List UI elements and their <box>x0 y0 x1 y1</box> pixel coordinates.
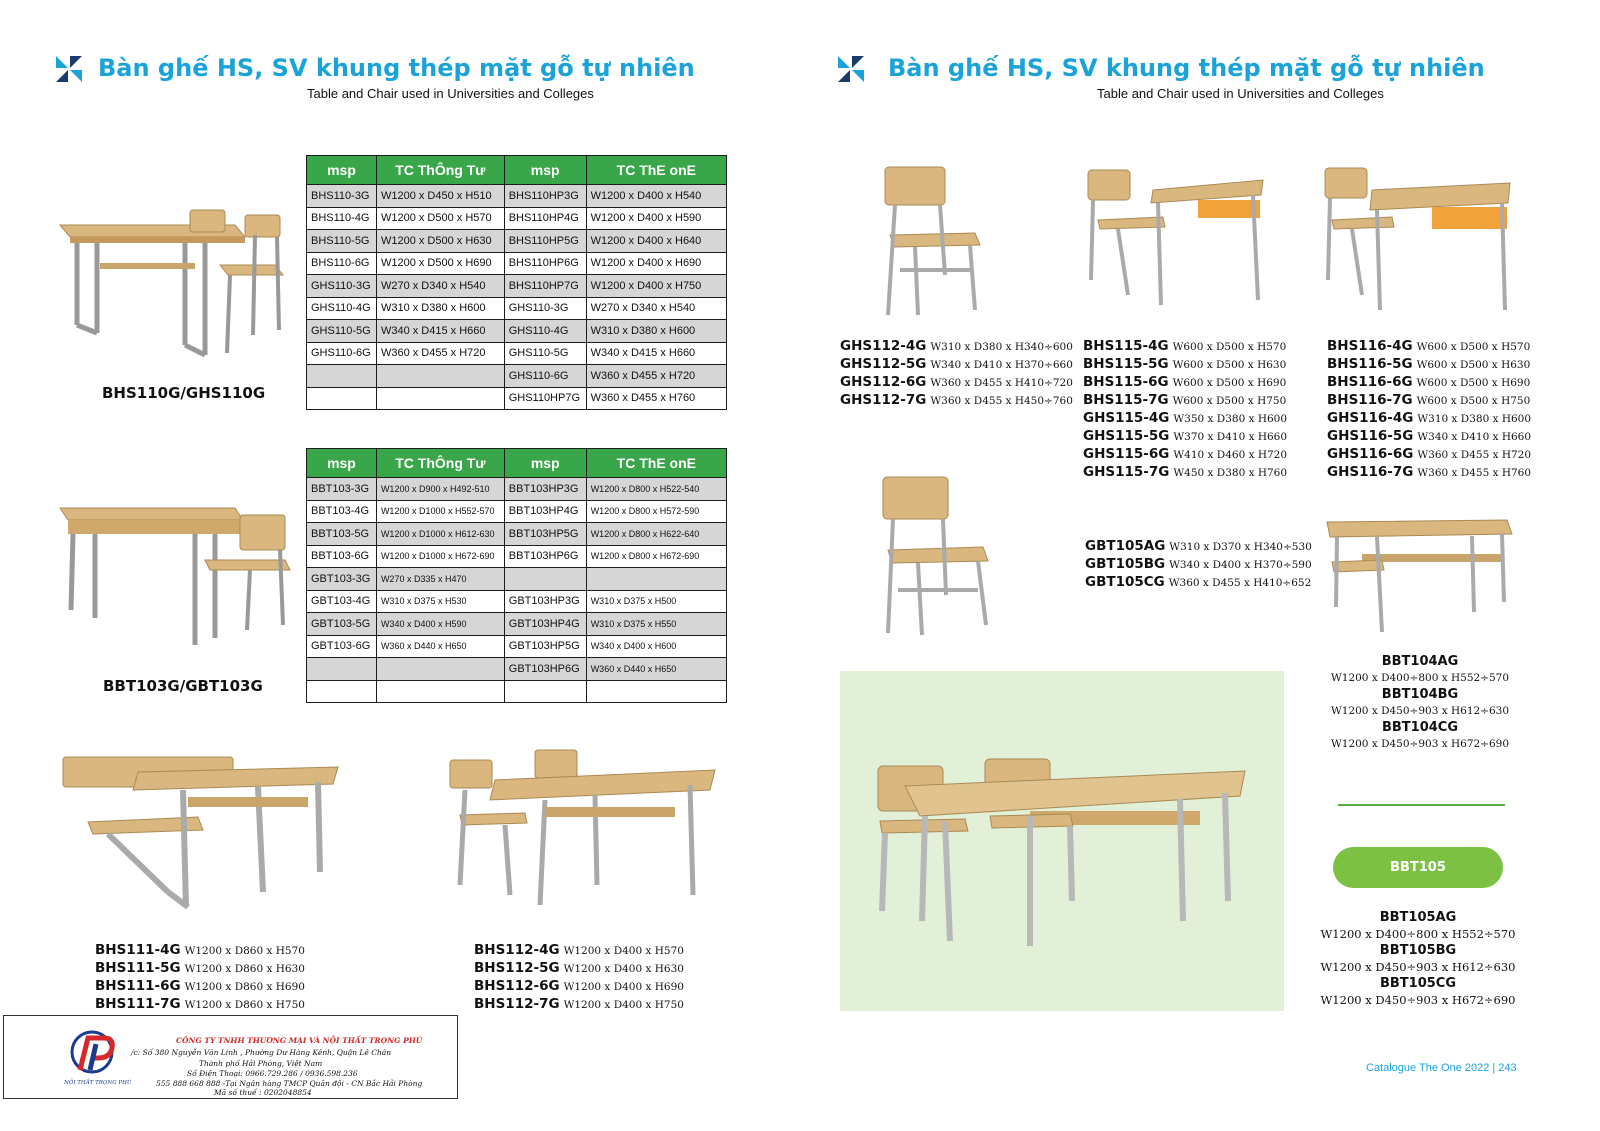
spec-dims: W360 x D455 x H450÷760 <box>930 395 1073 407</box>
page-title-right: Bàn ghế HS, SV khung thép mặt gỗ tự nhiên <box>888 54 1485 82</box>
spec-code: BBT105BG <box>1379 943 1457 958</box>
spec-code: GHS115-5G <box>1083 428 1170 444</box>
dimension-cell: W270 x D335 x H470 <box>376 568 504 591</box>
product-code-cell: BBT103HP4G <box>504 500 586 523</box>
spec-code: GBT105CG <box>1085 574 1165 590</box>
dimension-cell: W1200 x D1000 x H672-690 <box>376 545 504 568</box>
table-row <box>307 478 727 501</box>
dimension-cell: W360 x D440 x H650 <box>376 635 504 658</box>
spec-dims: W310 x D380 x H600 <box>1417 413 1532 425</box>
dimension-cell: W310 x D380 x H600 <box>586 320 726 343</box>
product-code-cell: GBT103HP5G <box>504 635 586 658</box>
gbt105-product-image <box>878 475 998 640</box>
bhs115-product-image <box>1083 165 1268 315</box>
spec-dims: W340 x D400 x H370÷590 <box>1169 559 1312 571</box>
spec-dims: W1200 x D400 x H570 <box>563 945 684 957</box>
spec-code: BHS112-5G <box>474 960 560 976</box>
bhs116-product-image <box>1322 165 1517 320</box>
dimension-cell: W360 x D455 x H720 <box>376 342 504 365</box>
spec-code: GHS116-5G <box>1327 428 1414 444</box>
spec-code: BBT105CG <box>1379 976 1457 991</box>
dimension-cell: W270 x D340 x H540 <box>586 297 726 320</box>
spec-dims: W450 x D380 x H760 <box>1173 467 1288 479</box>
spec-dims: W600 x D500 x H750 <box>1172 395 1287 407</box>
dimension-cell: W1200 x D450 x H510 <box>376 185 504 208</box>
table-row <box>307 658 727 681</box>
spec-dims: W1200 x D450÷903 x H672÷690 <box>1330 738 1510 750</box>
dimension-cell: W360 x D440 x H650 <box>586 658 726 681</box>
table-header: msp <box>307 449 377 478</box>
dimension-cell: W1200 x D800 x H622-640 <box>586 523 726 546</box>
spec-dims: W1200 x D450÷903 x H672÷690 <box>1320 993 1516 1007</box>
product-code-cell: BBT103HP6G <box>504 545 586 568</box>
bhs115-spec-list <box>1083 338 1287 482</box>
product-code-cell: BHS110HP4G <box>504 207 586 230</box>
spec-dims: W1200 x D450÷903 x H612÷630 <box>1330 705 1510 717</box>
spec-dims: W1200 x D400 x H690 <box>563 981 684 993</box>
bhs116-spec-list <box>1327 338 1531 482</box>
product-code-cell: BHS110HP7G <box>504 275 586 298</box>
spec-dims: W340 x D410 x H370÷660 <box>930 359 1073 371</box>
dimension-cell <box>586 568 726 591</box>
company-logo-text: NỘI THẤT TRỌNG PHÚ <box>64 1080 132 1086</box>
bbt105-spec-block <box>1318 910 1518 1009</box>
product-code-cell: BBT103-4G <box>307 500 377 523</box>
company-name: CÔNG TY TNHH THƯƠNG MẠI VÀ NỘI THẤT TRỌNG PHÚ <box>176 1036 423 1045</box>
brand-logo-icon <box>838 56 864 82</box>
company-bank: 555 888 668 888 -Tại Ngân hàng TMCP Quân đội - CN Bắc Hải Phòng <box>156 1079 423 1088</box>
product-code-cell <box>307 658 377 681</box>
product-code-cell: GHS110-5G <box>504 342 586 365</box>
spec-code: BBT104AG <box>1381 654 1459 669</box>
dimension-cell: W1200 x D400 x H540 <box>586 185 726 208</box>
product-code-cell: BHS110HP5G <box>504 230 586 253</box>
table-row <box>307 252 727 275</box>
spec-code: GHS115-7G <box>1083 464 1170 480</box>
product-code-cell: GBT103HP3G <box>504 590 586 613</box>
bhs111-spec-list <box>95 942 305 1014</box>
table-row <box>307 230 727 253</box>
dimension-cell: W360 x D455 x H720 <box>586 365 726 388</box>
company-address-2: Thành phố Hải Phòng, Việt Nam <box>199 1059 323 1068</box>
spec-code: BHS111-6G <box>95 978 181 994</box>
spec-code: GHS115-6G <box>1083 446 1170 462</box>
spec-dims: W1200 x D400 x H630 <box>563 963 684 975</box>
spec-dims: W310 x D380 x H340÷600 <box>930 341 1073 353</box>
table-header: msp <box>504 449 586 478</box>
product-code-cell: GHS110-6G <box>504 365 586 388</box>
bbt104-spec-block <box>1320 654 1520 753</box>
product-code-cell: GBT103HP4G <box>504 613 586 636</box>
spec-code: GHS116-6G <box>1327 446 1414 462</box>
product-code-cell <box>307 365 377 388</box>
spec-dims: W360 x D455 x H410÷720 <box>930 377 1073 389</box>
bbt104-product-image <box>1322 512 1517 637</box>
product-code-cell: GBT103-4G <box>307 590 377 613</box>
table-row <box>307 568 727 591</box>
table-row <box>307 523 727 546</box>
table-row <box>307 613 727 636</box>
dimension-cell: W1200 x D400 x H690 <box>586 252 726 275</box>
spec-code: GHS112-5G <box>840 356 927 372</box>
spec-code: BHS116-7G <box>1327 392 1413 408</box>
table-header: TC ThE onE <box>586 156 726 185</box>
gbt105-spec-list <box>1085 538 1312 592</box>
spec-dims: W1200 x D400÷800 x H552÷570 <box>1330 672 1510 684</box>
page-subtitle-right: Table and Chair used in Universities and Colleges <box>1097 86 1384 101</box>
dimension-cell: W1200 x D400 x H750 <box>586 275 726 298</box>
company-address-1: /c: Số 380 Nguyễn Văn Linh , Phường Dư Hàng Kênh, Quận Lê Chân <box>131 1048 392 1057</box>
product-code-cell: BHS110-6G <box>307 252 377 275</box>
product-code-cell: GHS110-5G <box>307 320 377 343</box>
product-code-cell: BBT103-3G <box>307 478 377 501</box>
spec-dims: W600 x D500 x H570 <box>1416 341 1531 353</box>
product-code-cell: GHS110-3G <box>307 275 377 298</box>
spec-dims: W600 x D500 x H750 <box>1416 395 1531 407</box>
dimension-cell <box>376 365 504 388</box>
dimension-cell: W340 x D400 x H590 <box>376 613 504 636</box>
spec-dims: W410 x D460 x H720 <box>1173 449 1288 461</box>
spec-code: BHS116-5G <box>1327 356 1413 372</box>
ghs112-spec-list <box>840 338 1073 410</box>
company-info-box <box>3 1015 458 1099</box>
dimension-cell <box>376 387 504 410</box>
product-code-cell: GHS110-6G <box>307 342 377 365</box>
bbt105-photo <box>840 671 1284 1011</box>
dimension-cell <box>586 680 726 703</box>
table-row <box>307 590 727 613</box>
dimension-cell: W1200 x D400 x H640 <box>586 230 726 253</box>
spec-code: GHS112-7G <box>840 392 927 408</box>
spec-dims: W310 x D370 x H340÷530 <box>1169 541 1312 553</box>
company-phone: Số Điện Thoại: 0966.729.286 / 0936.598.236 <box>187 1069 358 1078</box>
product-code-cell: GHS110HP7G <box>504 387 586 410</box>
spec-dims: W1200 x D860 x H630 <box>184 963 305 975</box>
spec-dims: W360 x D455 x H760 <box>1417 467 1532 479</box>
spec-dims: W600 x D500 x H690 <box>1172 377 1287 389</box>
spec-code: BHS115-7G <box>1083 392 1169 408</box>
product-code-cell: GHS110-4G <box>504 320 586 343</box>
table-row <box>307 500 727 523</box>
product-code-cell: BHS110HP6G <box>504 252 586 275</box>
spec-code: BHS116-6G <box>1327 374 1413 390</box>
dimension-cell: W1200 x D900 x H492-510 <box>376 478 504 501</box>
product-code-cell: BBT103-5G <box>307 523 377 546</box>
dimension-cell: W1200 x D400 x H590 <box>586 207 726 230</box>
product-code-cell: BHS110HP3G <box>504 185 586 208</box>
product-code-cell <box>504 568 586 591</box>
dimension-cell <box>376 680 504 703</box>
spec-code: BHS115-6G <box>1083 374 1169 390</box>
table2-caption: BBT103G/GBT103G <box>103 677 263 695</box>
dimension-cell: W340 x D415 x H660 <box>376 320 504 343</box>
spec-code: BHS111-4G <box>95 942 181 958</box>
dimension-cell: W310 x D375 x H530 <box>376 590 504 613</box>
spec-code: BHS112-4G <box>474 942 560 958</box>
table-row <box>307 275 727 298</box>
spec-code: GBT105AG <box>1085 538 1166 554</box>
spec-dims: W600 x D500 x H570 <box>1172 341 1287 353</box>
spec-dims: W1200 x D860 x H690 <box>184 981 305 993</box>
spec-dims: W1200 x D400 x H750 <box>563 999 684 1011</box>
product-code-cell: GBT103HP6G <box>504 658 586 681</box>
product-code-cell: BBT103HP5G <box>504 523 586 546</box>
spec-code: BHS116-4G <box>1327 338 1413 354</box>
spec-table-bbt103 <box>306 448 727 703</box>
page-footer: Catalogue The One 2022 | 243 <box>1366 1062 1517 1074</box>
dimension-cell: W310 x D375 x H550 <box>586 613 726 636</box>
dimension-cell: W310 x D380 x H600 <box>376 297 504 320</box>
bbt103-product-image <box>55 500 295 655</box>
page-subtitle-left: Table and Chair used in Universities and Colleges <box>307 86 594 101</box>
spec-code: BHS112-7G <box>474 996 560 1012</box>
dimension-cell: W1200 x D500 x H630 <box>376 230 504 253</box>
spec-code: BHS111-7G <box>95 996 181 1012</box>
spec-dims: W370 x D410 x H660 <box>1173 431 1288 443</box>
section-divider <box>1338 804 1505 806</box>
dimension-cell: W1200 x D1000 x H612-630 <box>376 523 504 546</box>
spec-dims: W600 x D500 x H690 <box>1416 377 1531 389</box>
spec-dims: W1200 x D860 x H750 <box>184 999 305 1011</box>
spec-dims: W1200 x D450÷903 x H612÷630 <box>1320 960 1516 974</box>
bhs110-product-image <box>55 205 295 365</box>
table-header: msp <box>307 156 377 185</box>
dimension-cell: W340 x D400 x H600 <box>586 635 726 658</box>
table-row <box>307 680 727 703</box>
spec-dims: W600 x D500 x H630 <box>1172 359 1287 371</box>
table-header: msp <box>504 156 586 185</box>
table-row <box>307 185 727 208</box>
table-row <box>307 387 727 410</box>
spec-code: BHS115-4G <box>1083 338 1169 354</box>
bhs111-product-image <box>58 742 348 917</box>
table-row <box>307 297 727 320</box>
product-code-cell: BBT103HP3G <box>504 478 586 501</box>
dimension-cell: W1200 x D800 x H522-540 <box>586 478 726 501</box>
spec-code: GHS116-7G <box>1327 464 1414 480</box>
spec-code: BHS112-6G <box>474 978 560 994</box>
spec-code: BHS111-5G <box>95 960 181 976</box>
spec-code: BBT104CG <box>1381 720 1459 735</box>
table-row <box>307 320 727 343</box>
table-header: TC ThÔng Tư <box>376 449 504 478</box>
dimension-cell: W340 x D415 x H660 <box>586 342 726 365</box>
table-row <box>307 365 727 388</box>
spec-dims: W360 x D455 x H410÷652 <box>1168 577 1312 589</box>
bbt105-product-image <box>840 671 1284 1011</box>
table-row <box>307 207 727 230</box>
product-code-cell <box>307 680 377 703</box>
dimension-cell: W1200 x D500 x H690 <box>376 252 504 275</box>
dimension-cell <box>376 658 504 681</box>
product-code-cell: BHS110-5G <box>307 230 377 253</box>
spec-dims: W600 x D500 x H630 <box>1416 359 1531 371</box>
product-code-cell: GBT103-5G <box>307 613 377 636</box>
dimension-cell: W310 x D375 x H500 <box>586 590 726 613</box>
product-code-cell: GHS110-4G <box>307 297 377 320</box>
product-code-cell: GHS110-3G <box>504 297 586 320</box>
table1-caption: BHS110G/GHS110G <box>102 384 266 402</box>
spec-code: GHS112-4G <box>840 338 927 354</box>
company-tax: Mã số thuế : 0202048854 <box>214 1088 312 1097</box>
table-row <box>307 545 727 568</box>
page-title-left: Bàn ghế HS, SV khung thép mặt gỗ tự nhiên <box>98 54 695 82</box>
spec-code: GBT105BG <box>1085 556 1166 572</box>
table-header: TC ThÔng Tư <box>376 156 504 185</box>
spec-dims: W340 x D410 x H660 <box>1417 431 1532 443</box>
spec-dims: W1200 x D860 x H570 <box>184 945 305 957</box>
spec-code: BBT105AG <box>1379 910 1457 925</box>
spec-code: GHS116-4G <box>1327 410 1414 426</box>
product-code-cell <box>504 680 586 703</box>
dimension-cell: W1200 x D500 x H570 <box>376 207 504 230</box>
spec-code: BBT104BG <box>1381 687 1459 702</box>
bhs112-spec-list <box>474 942 684 1014</box>
table-row <box>307 342 727 365</box>
product-code-cell: BBT103-6G <box>307 545 377 568</box>
ghs112-product-image <box>880 165 990 320</box>
spec-table-bhs110 <box>306 155 727 410</box>
dimension-cell: W270 x D340 x H540 <box>376 275 504 298</box>
product-code-cell <box>307 387 377 410</box>
dimension-cell: W1200 x D800 x H572-590 <box>586 500 726 523</box>
dimension-cell: W1200 x D1000 x H552-570 <box>376 500 504 523</box>
product-code-cell: GBT103-3G <box>307 568 377 591</box>
spec-code: GHS112-6G <box>840 374 927 390</box>
spec-code: GHS115-4G <box>1083 410 1170 426</box>
bbt105-label-badge: BBT105 <box>1333 847 1503 888</box>
company-logo-icon <box>66 1030 126 1078</box>
table-row <box>307 635 727 658</box>
table-header: TC ThE onE <box>586 449 726 478</box>
bhs112-product-image <box>445 745 720 915</box>
product-code-cell: GBT103-6G <box>307 635 377 658</box>
product-code-cell: BHS110-4G <box>307 207 377 230</box>
brand-logo-icon <box>56 56 82 82</box>
spec-dims: W350 x D380 x H600 <box>1173 413 1288 425</box>
spec-dims: W360 x D455 x H720 <box>1417 449 1532 461</box>
spec-dims: W1200 x D400÷800 x H552÷570 <box>1320 927 1516 941</box>
dimension-cell: W360 x D455 x H760 <box>586 387 726 410</box>
spec-code: BHS115-5G <box>1083 356 1169 372</box>
product-code-cell: BHS110-3G <box>307 185 377 208</box>
dimension-cell: W1200 x D800 x H672-690 <box>586 545 726 568</box>
